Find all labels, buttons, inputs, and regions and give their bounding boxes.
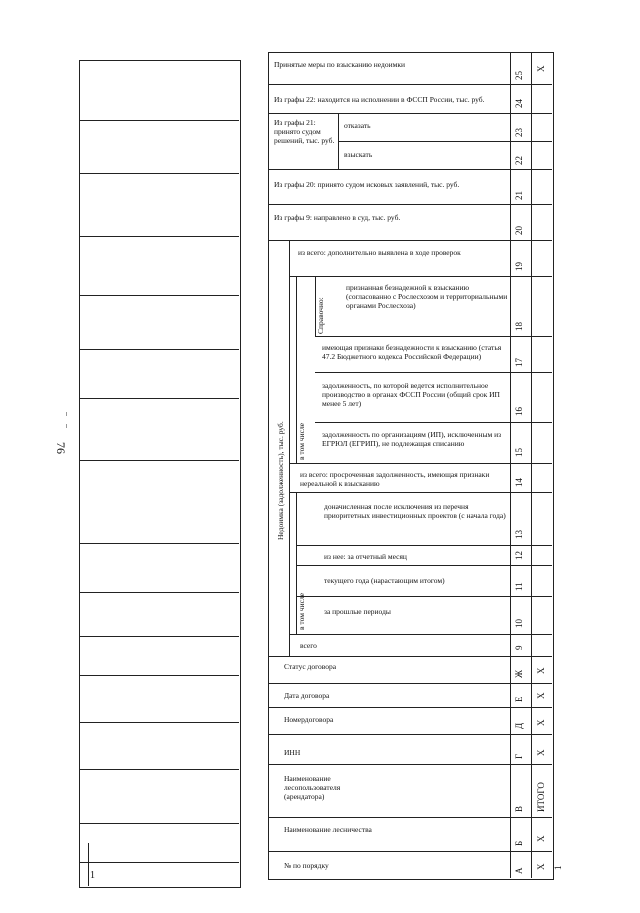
mark-x-25: Х — [536, 65, 546, 72]
label-col-v: Наименование лесопользователя (арендатора) — [284, 774, 341, 801]
label-col-g: ИНН — [284, 748, 301, 757]
label-col-d: Номердоговора — [284, 715, 334, 724]
label-col23: отказать — [344, 121, 371, 130]
label-col25: Принятые меры по взысканию недоимки — [274, 60, 406, 69]
label-v-tom-chisle-top: в том числе — [297, 422, 306, 460]
code-16: 16 — [514, 407, 524, 416]
label-col-e: Дата договора — [284, 691, 330, 700]
code-22: 22 — [514, 156, 524, 165]
label-col22-23-head: Из графы 21: принято судом решений, тыс. руб. — [274, 118, 335, 145]
label-col11: текущего года (нарастающим итогом) — [324, 576, 445, 585]
label-col12: из нее: за отчетный месяц — [324, 552, 407, 561]
label-col9: всего — [300, 641, 317, 650]
label-col18: признанная безнадежной к взысканию (согласованно с Рослесхозом и территориальными органами Рослесхоза) — [346, 283, 508, 310]
label-col21: Из графы 20: принято судом исковых заявлений, тыс. руб. — [274, 180, 460, 189]
mark-x-a-col1: Х — [536, 863, 546, 870]
code-b: Б — [514, 840, 524, 846]
label-col-b: Наименование лесничества — [284, 825, 372, 834]
label-col17: имеющая признаки безнадежности к взысканию (статья 47.2 Бюджетного кодекса Российской Федерации) — [322, 343, 502, 361]
code-18: 18 — [514, 322, 524, 331]
code-21: 21 — [514, 191, 524, 200]
label-col19: из всего: дополнительно выявлена в ходе проверок — [298, 248, 461, 257]
code-20: 20 — [514, 226, 524, 235]
label-col24: Из графы 22: находится на исполнении в ФССП России, тыс. руб. — [274, 95, 485, 104]
mark-x-d: Х — [536, 719, 546, 726]
mark-itogo: ИТОГО — [536, 782, 546, 812]
label-col20: Из графы 9: направлено в суд, тыс. руб. — [274, 213, 401, 222]
code-17: 17 — [514, 358, 524, 367]
code-10: 10 — [514, 619, 524, 628]
label-col14: из всего: просроченная задолженность, имеющая признаки нереальной к взысканию — [300, 470, 490, 488]
code-24: 24 — [514, 99, 524, 108]
label-spravochno: Справочно: — [316, 297, 325, 334]
code-13: 13 — [514, 530, 524, 539]
code-11: 11 — [514, 582, 524, 591]
code-zh: Ж — [514, 669, 524, 678]
scan-mark — [66, 412, 67, 416]
mark-x-b: Х — [536, 835, 546, 842]
code-14: 14 — [514, 478, 524, 487]
code-v: В — [514, 805, 524, 812]
mark-x-e: Х — [536, 692, 546, 699]
code-d: Д — [514, 722, 524, 729]
mark-x-g: Х — [536, 749, 546, 756]
label-col15: задолженность по организациям (ИП), исключенным из ЕГРЮЛ (ЕГРИП), не подлежащая списанию — [322, 430, 502, 448]
code-g: Г — [514, 753, 524, 759]
page-number: 76 — [54, 442, 68, 454]
label-nedoimka: Недоимка (задолженность), тыс. руб. — [276, 421, 285, 540]
code-15: 15 — [514, 448, 524, 457]
code-25: 25 — [514, 71, 524, 80]
code-a: А — [514, 867, 524, 874]
label-v-tom-chisle-bottom: в том числе — [297, 592, 306, 630]
scan-mark — [66, 424, 67, 428]
label-col16: задолженность, по которой ведется исполнительное производство в органах ФССП России (общий срок ИП менее 5 лет) — [322, 381, 500, 408]
mark-one: 1 — [553, 865, 563, 870]
label-col10: за прошлые периоды — [324, 607, 391, 616]
label-col13: доначисленная после исключения из перечня приоритетных инвестиционных проектов (с начала года) — [324, 502, 506, 520]
label-col-a: № по порядку — [284, 861, 329, 870]
code-19: 19 — [514, 262, 524, 271]
label-col-zh: Статус договора — [284, 662, 337, 671]
code-9: 9 — [514, 645, 524, 650]
code-23: 23 — [514, 128, 524, 137]
code-e: Е — [514, 696, 524, 702]
mark-x-zh: Х — [536, 667, 546, 674]
left-table-marker: 1 — [90, 870, 95, 881]
label-col22: взыскать — [344, 150, 373, 159]
code-12: 12 — [514, 551, 524, 560]
